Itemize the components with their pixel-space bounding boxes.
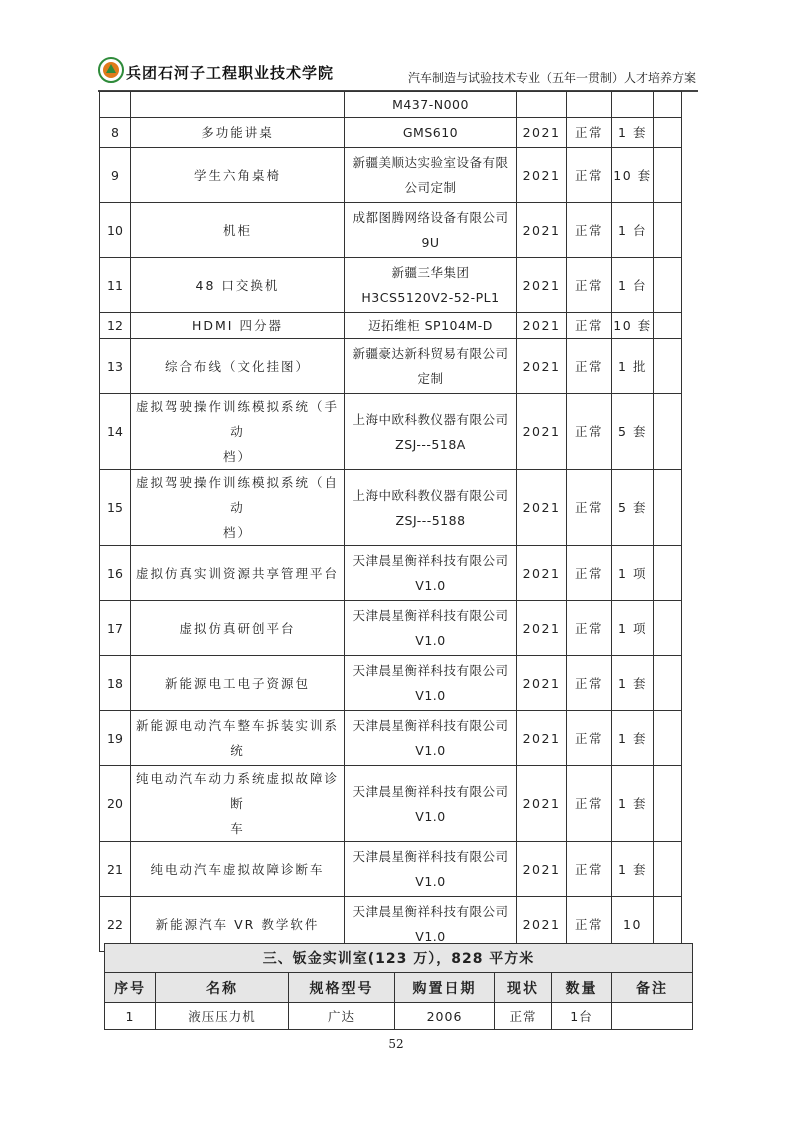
cell-note [654,313,682,339]
cell-name: 综合布线（文化挂图） [131,339,345,394]
table-row [100,203,682,258]
header-no: 序号 [105,973,156,1003]
cell-name: 液压压力机 [156,1003,289,1030]
cell-note [654,339,682,394]
table-row [100,656,682,711]
cell-note [654,148,682,203]
cell-status: 正常 [567,656,612,711]
cell-no: 18 [100,656,131,711]
table-row [100,711,682,766]
table-row [100,394,682,470]
cell-year: 2021 [517,470,567,546]
header-spec: 规格型号 [289,973,395,1003]
table-header-row [105,973,693,1003]
cell-spec: 上海中欧科教仪器有限公司 ZSJ---5188 [345,470,517,546]
cell-year: 2021 [517,203,567,258]
cell-spec: 成都图腾网络设备有限公司 9U [345,203,517,258]
header-date: 购置日期 [395,973,495,1003]
cell-no: 20 [100,766,131,842]
cell-year: 2021 [517,546,567,601]
cell-note [654,601,682,656]
table-row [100,258,682,313]
cell-note [654,92,682,118]
cell-qty: 1 台 [612,258,654,313]
cell-status: 正常 [567,842,612,897]
cell-status: 正常 [567,118,612,148]
cell-note [654,656,682,711]
cell-note [654,258,682,313]
cell-year: 2021 [517,394,567,470]
page-number: 52 [388,1037,404,1051]
cell-spec: 天津晨星衡祥科技有限公司 V1.0 [345,842,517,897]
cell-spec: 新疆三华集团 H3CS5120V2-52-PL1 [345,258,517,313]
document-title: 汽车制造与试验技术专业（五年一贯制）人才培养方案 [407,71,696,85]
cell-spec: 新疆美顺达实验室设备有限 公司定制 [345,148,517,203]
table-row [100,313,682,339]
cell-year: 2021 [517,842,567,897]
cell-name: 48 口交换机 [131,258,345,313]
cell-qty: 1 台 [612,203,654,258]
cell-year: 2021 [517,897,567,952]
cell-spec: 天津晨星衡祥科技有限公司 V1.0 [345,656,517,711]
cell-qty: 1 项 [612,601,654,656]
cell-spec: 迈拓维柜 SP104M-D [345,313,517,339]
cell-year: 2021 [517,766,567,842]
cell-no: 14 [100,394,131,470]
header-qty: 数量 [552,973,612,1003]
cell-note [612,1003,693,1030]
cell-name [131,92,345,118]
equipment-table [99,91,682,952]
cell-qty: 5 套 [612,394,654,470]
table-row-continuation [100,92,682,118]
cell-spec: GMS610 [345,118,517,148]
school-logo-icon [98,57,124,83]
cell-note [654,546,682,601]
cell-qty: 1 套 [612,711,654,766]
cell-status: 正常 [567,711,612,766]
cell-no: 22 [100,897,131,952]
cell-status: 正常 [567,897,612,952]
cell-year [517,92,567,118]
cell-name: 机柜 [131,203,345,258]
cell-name: HDMI 四分器 [131,313,345,339]
page-header [98,55,698,91]
cell-no: 17 [100,601,131,656]
cell-no: 13 [100,339,131,394]
cell-spec: M437-N000 [345,92,517,118]
cell-qty: 10 套 [612,313,654,339]
cell-date: 2006 [395,1003,495,1030]
cell-note [654,842,682,897]
table-row [100,601,682,656]
cell-year: 2021 [517,601,567,656]
cell-status: 正常 [567,601,612,656]
cell-year: 2021 [517,656,567,711]
cell-no: 16 [100,546,131,601]
sheet-metal-room-table [104,943,693,1030]
cell-status: 正常 [567,546,612,601]
cell-spec: 天津晨星衡祥科技有限公司 V1.0 [345,897,517,952]
cell-status: 正常 [567,470,612,546]
cell-qty: 1 套 [612,656,654,711]
cell-no: 9 [100,148,131,203]
cell-name: 新能源电工电子资源包 [131,656,345,711]
table-row [105,1003,693,1030]
cell-year: 2021 [517,313,567,339]
cell-year: 2021 [517,258,567,313]
cell-qty: 1 套 [612,766,654,842]
cell-spec: 天津晨星衡祥科技有限公司 V1.0 [345,711,517,766]
cell-name: 虚拟仿真研创平台 [131,601,345,656]
cell-spec: 天津晨星衡祥科技有限公司 V1.0 [345,546,517,601]
cell-no: 21 [100,842,131,897]
cell-status: 正常 [567,203,612,258]
cell-name: 纯电动汽车动力系统虚拟故障诊断 车 [131,766,345,842]
table-row [100,766,682,842]
cell-spec: 天津晨星衡祥科技有限公司 V1.0 [345,601,517,656]
cell-note [654,118,682,148]
cell-name: 虚拟仿真实训资源共享管理平台 [131,546,345,601]
cell-spec: 天津晨星衡祥科技有限公司 V1.0 [345,766,517,842]
cell-status: 正常 [567,766,612,842]
cell-no: 1 [105,1003,156,1030]
cell-no: 12 [100,313,131,339]
cell-no: 8 [100,118,131,148]
cell-status: 正常 [567,339,612,394]
table-row [100,470,682,546]
cell-status: 正常 [567,313,612,339]
cell-year: 2021 [517,148,567,203]
cell-status: 正常 [567,394,612,470]
cell-year: 2021 [517,339,567,394]
cell-no: 19 [100,711,131,766]
cell-qty: 1 项 [612,546,654,601]
cell-no: 10 [100,203,131,258]
cell-status [567,92,612,118]
cell-name: 虚拟驾驶操作训练模拟系统（手动 档） [131,394,345,470]
school-name: 兵团石河子工程职业技术学院 [126,64,335,82]
cell-name: 新能源电动汽车整车拆装实训系统 [131,711,345,766]
cell-status: 正常 [495,1003,552,1030]
cell-note [654,766,682,842]
cell-name: 纯电动汽车虚拟故障诊断车 [131,842,345,897]
cell-name: 新能源汽车 VR 教学软件 [131,897,345,952]
header-status: 现状 [495,973,552,1003]
cell-year: 2021 [517,118,567,148]
cell-no: 11 [100,258,131,313]
cell-qty: 1 批 [612,339,654,394]
cell-name: 学生六角桌椅 [131,148,345,203]
cell-qty: 10 [612,897,654,952]
table-row [100,148,682,203]
cell-status: 正常 [567,148,612,203]
header-note: 备注 [612,973,693,1003]
cell-note [654,203,682,258]
cell-note [654,394,682,470]
cell-spec: 上海中欧科教仪器有限公司 ZSJ---518A [345,394,517,470]
room-title: 三、钣金实训室(123 万），828 平方米 [105,944,693,973]
table-row [100,842,682,897]
cell-qty: 1 套 [612,842,654,897]
cell-qty: 10 套 [612,148,654,203]
cell-qty: 5 套 [612,470,654,546]
cell-name: 虚拟驾驶操作训练模拟系统（自动 档） [131,470,345,546]
table-row [100,118,682,148]
cell-no [100,92,131,118]
cell-qty: 1台 [552,1003,612,1030]
cell-year: 2021 [517,711,567,766]
cell-spec: 新疆豪达新科贸易有限公司 定制 [345,339,517,394]
cell-qty [612,92,654,118]
cell-note [654,470,682,546]
table-row [100,339,682,394]
header-name: 名称 [156,973,289,1003]
cell-qty: 1 套 [612,118,654,148]
cell-note [654,711,682,766]
cell-status: 正常 [567,258,612,313]
cell-name: 多功能讲桌 [131,118,345,148]
table-row [100,546,682,601]
cell-spec: 广达 [289,1003,395,1030]
cell-no: 15 [100,470,131,546]
